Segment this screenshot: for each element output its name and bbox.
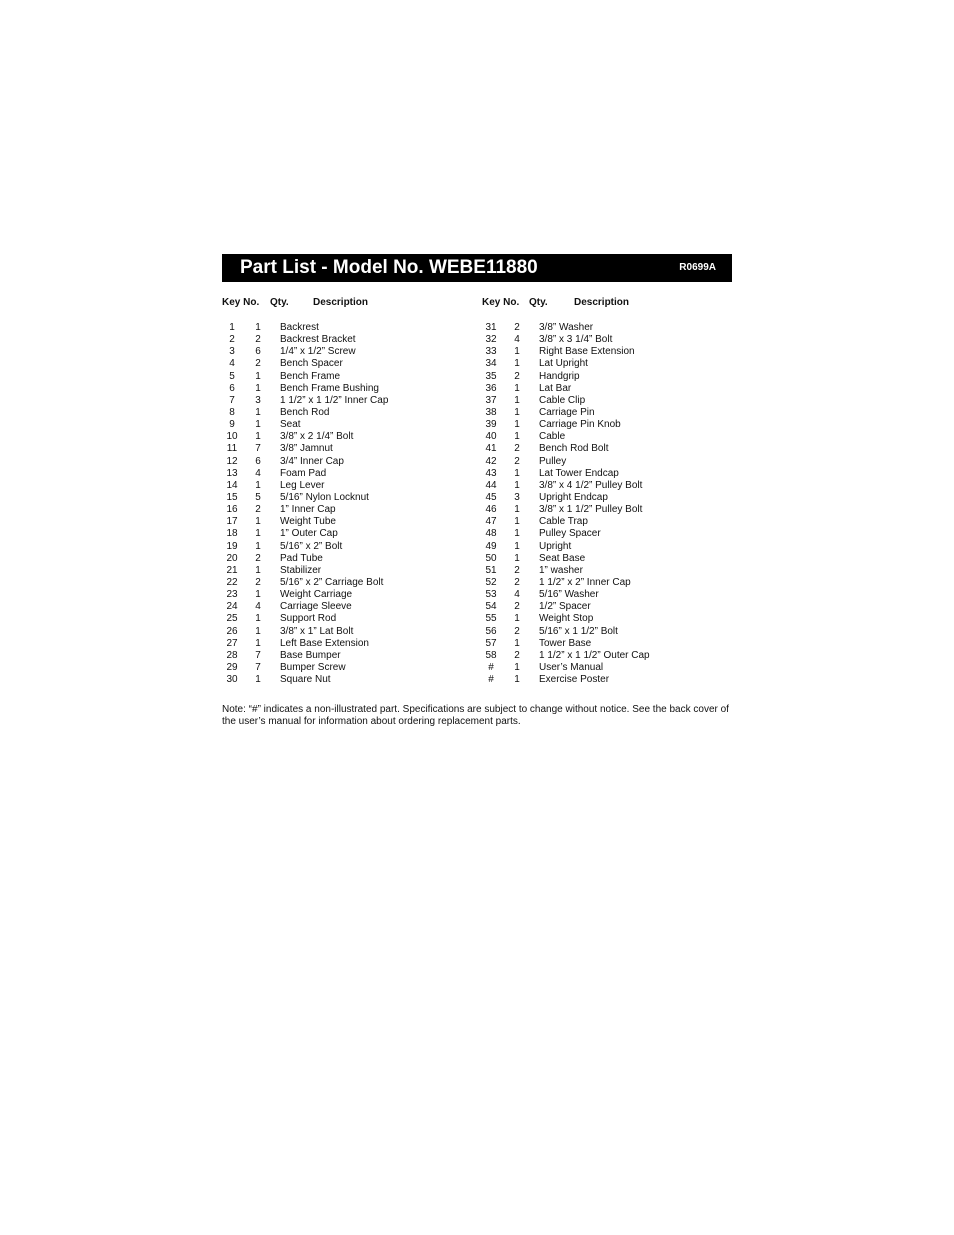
part-row (481, 395, 731, 407)
right-desc-header: Description (574, 297, 630, 308)
part-description: Bumper Screw (280, 661, 346, 673)
part-key: 6 (229, 382, 235, 394)
part-qty: 1 (514, 528, 520, 540)
part-description: Tower Base (539, 637, 592, 649)
part-row (222, 541, 462, 553)
part-qty: 4 (514, 589, 520, 601)
part-description: Pad Tube (280, 552, 323, 564)
part-qty: 2 (514, 649, 520, 661)
part-qty: 1 (514, 540, 520, 552)
part-qty: 1 (255, 516, 261, 528)
left-qty-header: Qty. (270, 297, 289, 308)
part-description: Exercise Poster (539, 674, 610, 686)
part-qty: 2 (255, 504, 261, 516)
part-qty: 4 (514, 334, 520, 346)
part-description: Pulley Spacer (539, 528, 601, 540)
part-qty: 1 (255, 431, 261, 443)
part-description: Lat Bar (539, 382, 572, 394)
part-key: # (488, 674, 494, 686)
part-qty: 7 (255, 661, 261, 673)
part-qty: 1 (255, 479, 261, 491)
part-qty: 1 (255, 322, 261, 333)
part-description: 1 1/2” x 1 1/2” Outer Cap (539, 649, 650, 661)
part-qty: 2 (514, 455, 520, 467)
left-desc-header: Description (313, 297, 369, 308)
part-qty: 1 (255, 406, 261, 418)
part-row (481, 456, 731, 468)
part-key: 53 (485, 589, 497, 601)
part-key: 20 (226, 552, 238, 564)
part-row (222, 650, 462, 662)
part-qty: 1 (514, 431, 520, 443)
part-description: Cable Trap (539, 516, 588, 528)
part-key: 15 (226, 491, 238, 503)
part-key: 26 (226, 625, 238, 637)
part-row (222, 553, 462, 565)
part-qty: 6 (255, 455, 261, 467)
part-row (481, 322, 731, 334)
part-key: 52 (485, 576, 497, 588)
part-row (222, 383, 462, 395)
part-qty: 4 (255, 467, 261, 479)
part-row (481, 553, 731, 565)
part-row (481, 662, 731, 674)
part-row (481, 613, 731, 625)
part-description: 3/8” Jamnut (280, 443, 333, 455)
part-qty: 1 (514, 516, 520, 528)
part-key: 5 (229, 370, 235, 382)
part-qty: 7 (255, 649, 261, 661)
part-key: 17 (226, 516, 238, 528)
parts-list-right (481, 322, 731, 686)
part-key: 56 (485, 625, 497, 637)
part-key: 2 (229, 334, 235, 346)
part-qty: 3 (255, 394, 261, 406)
part-description: Weight Carriage (280, 589, 353, 601)
part-row (481, 383, 731, 395)
part-row (481, 638, 731, 650)
footnote: Note: “#” indicates a non-illustrated part. Specifications are subject to change without notice. See the back cover of the user’s manual for information about ordering replacement parts. (222, 704, 729, 727)
part-description: Cable (539, 431, 566, 443)
part-qty: 1 (255, 382, 261, 394)
part-key: 28 (226, 649, 238, 661)
part-description: 1 1/2” x 1 1/2” Inner Cap (280, 394, 389, 406)
part-key: 14 (226, 479, 238, 491)
part-row (481, 528, 731, 540)
part-description: Bench Frame (280, 370, 341, 382)
part-description: Stabilizer (280, 564, 322, 576)
part-description: Carriage Sleeve (280, 601, 352, 613)
part-key: 48 (485, 528, 497, 540)
part-description: 1” Inner Cap (280, 504, 336, 516)
part-row (222, 346, 462, 358)
part-key: 38 (485, 406, 497, 418)
part-row (222, 662, 462, 674)
part-row (481, 419, 731, 431)
part-row (222, 626, 462, 638)
part-key: 45 (485, 491, 497, 503)
part-description: Base Bumper (280, 649, 341, 661)
part-row (481, 516, 731, 528)
part-row (222, 419, 462, 431)
part-description: Leg Lever (280, 479, 325, 491)
part-description: 1 1/2” x 2” Inner Cap (539, 576, 631, 588)
part-row (222, 565, 462, 577)
part-description: 5/16” Washer (539, 589, 599, 601)
part-key: 21 (226, 564, 238, 576)
part-key: 50 (485, 552, 497, 564)
part-qty: 1 (514, 504, 520, 516)
part-description: Upright (539, 540, 572, 552)
part-description: User’s Manual (539, 661, 604, 673)
part-row (222, 468, 462, 480)
part-description: Pulley (539, 455, 567, 467)
part-key: 37 (485, 394, 497, 406)
part-description: Weight Stop (539, 613, 594, 625)
part-key: 7 (229, 394, 235, 406)
part-key: 57 (485, 637, 497, 649)
part-description: Lat Tower Endcap (539, 467, 619, 479)
part-row (481, 626, 731, 638)
part-qty: 2 (514, 370, 520, 382)
part-description: Cable Clip (539, 394, 586, 406)
right-key-header: Key No. (482, 297, 520, 308)
part-key: 46 (485, 504, 497, 516)
part-key: 16 (226, 504, 238, 516)
part-key: 25 (226, 613, 238, 625)
part-description: Square Nut (280, 674, 331, 686)
part-key: 8 (229, 406, 235, 418)
part-key: 33 (485, 346, 497, 358)
part-qty: 1 (255, 613, 261, 625)
part-key: 30 (226, 674, 238, 686)
part-description: Handgrip (539, 370, 580, 382)
part-row (481, 443, 731, 455)
part-qty: 1 (255, 625, 261, 637)
part-row (222, 638, 462, 650)
part-qty: 4 (255, 601, 261, 613)
part-qty: 1 (255, 528, 261, 540)
part-row (481, 565, 731, 577)
part-description: 5/16” x 1 1/2” Bolt (539, 625, 618, 637)
part-row (481, 468, 731, 480)
part-key: 44 (485, 479, 497, 491)
part-description: Bench Spacer (280, 358, 343, 370)
part-key: 32 (485, 334, 497, 346)
part-qty: 6 (255, 346, 261, 358)
part-key: 49 (485, 540, 497, 552)
part-key: 13 (226, 467, 238, 479)
part-key: 1 (229, 322, 235, 333)
part-row (481, 334, 731, 346)
part-qty: 1 (255, 674, 261, 686)
part-row (222, 613, 462, 625)
part-key: 3 (229, 346, 235, 358)
part-qty: 1 (514, 382, 520, 394)
part-qty: 1 (255, 637, 261, 649)
part-description: 1” Outer Cap (280, 528, 338, 540)
part-key: 54 (485, 601, 497, 613)
part-qty: 2 (255, 552, 261, 564)
part-key: 9 (229, 419, 235, 431)
part-description: 3/8” Washer (539, 322, 594, 333)
part-key: 29 (226, 661, 238, 673)
part-qty: 1 (514, 479, 520, 491)
part-row (481, 601, 731, 613)
part-row (222, 504, 462, 516)
part-row (222, 443, 462, 455)
part-row (481, 492, 731, 504)
part-row (222, 516, 462, 528)
part-description: Backrest (280, 322, 319, 333)
part-qty: 1 (255, 370, 261, 382)
part-row (481, 650, 731, 662)
part-key: 27 (226, 637, 238, 649)
part-description: Bench Rod Bolt (539, 443, 609, 455)
part-row (481, 371, 731, 383)
part-row (222, 334, 462, 346)
part-description: Carriage Pin Knob (539, 419, 621, 431)
part-qty: 2 (514, 576, 520, 588)
part-description: 3/8” x 1” Lat Bolt (280, 625, 354, 637)
part-qty: 2 (514, 443, 520, 455)
part-description: Lat Upright (539, 358, 588, 370)
parts-list-left (222, 322, 462, 686)
part-key: 31 (485, 322, 497, 333)
part-key: 24 (226, 601, 238, 613)
part-qty: 1 (514, 358, 520, 370)
part-description: Bench Rod (280, 406, 330, 418)
part-description: Seat (280, 419, 301, 431)
part-qty: 1 (255, 540, 261, 552)
part-description: Upright Endcap (539, 491, 608, 503)
part-qty: 2 (255, 576, 261, 588)
part-qty: 1 (514, 552, 520, 564)
document-code: R0699A (679, 262, 716, 273)
part-description: 5/16” Nylon Locknut (280, 491, 369, 503)
part-row (481, 674, 731, 686)
part-qty: 2 (514, 564, 520, 576)
part-key: # (488, 661, 494, 673)
part-description: 3/8” x 4 1/2” Pulley Bolt (539, 479, 643, 491)
part-qty: 1 (255, 589, 261, 601)
part-row (222, 395, 462, 407)
part-row (222, 674, 462, 686)
part-description: Right Base Extension (539, 346, 635, 358)
part-qty: 7 (255, 443, 261, 455)
part-description: 3/8” x 2 1/4” Bolt (280, 431, 354, 443)
part-key: 34 (485, 358, 497, 370)
part-qty: 1 (514, 661, 520, 673)
part-key: 4 (229, 358, 235, 370)
part-row (222, 322, 462, 334)
part-key: 42 (485, 455, 497, 467)
part-qty: 1 (514, 346, 520, 358)
part-row (222, 577, 462, 589)
part-qty: 1 (514, 419, 520, 431)
part-qty: 1 (514, 467, 520, 479)
part-qty: 2 (514, 322, 520, 333)
part-qty: 1 (514, 637, 520, 649)
part-row (222, 601, 462, 613)
part-description: Support Rod (280, 613, 337, 625)
part-row (481, 431, 731, 443)
part-qty: 5 (255, 491, 261, 503)
part-description: Foam Pad (280, 467, 327, 479)
part-description: 1/4” x 1/2” Screw (280, 346, 356, 358)
part-description: 3/8” x 1 1/2” Pulley Bolt (539, 504, 643, 516)
right-qty-header: Qty. (529, 297, 548, 308)
part-qty: 3 (514, 491, 520, 503)
part-key: 47 (485, 516, 497, 528)
part-description: 3/4” Inner Cap (280, 455, 344, 467)
part-description: 1/2” Spacer (539, 601, 591, 613)
part-row (222, 456, 462, 468)
part-key: 23 (226, 589, 238, 601)
part-row (222, 371, 462, 383)
part-row (481, 407, 731, 419)
part-description: Bench Frame Bushing (280, 382, 379, 394)
part-description: Left Base Extension (280, 637, 369, 649)
part-qty: 2 (255, 334, 261, 346)
part-row (222, 407, 462, 419)
part-key: 10 (226, 431, 238, 443)
part-row (222, 358, 462, 370)
part-qty: 1 (514, 406, 520, 418)
part-key: 58 (485, 649, 497, 661)
part-key: 35 (485, 370, 497, 382)
part-key: 55 (485, 613, 497, 625)
part-row (481, 480, 731, 492)
part-row (222, 431, 462, 443)
part-key: 41 (485, 443, 497, 455)
part-description: Seat Base (539, 552, 586, 564)
part-row (481, 589, 731, 601)
part-row (222, 480, 462, 492)
part-row (481, 504, 731, 516)
page-title: Part List - Model No. WEBE11880 (240, 257, 538, 278)
part-description: 5/16” x 2” Bolt (280, 540, 343, 552)
part-key: 39 (485, 419, 497, 431)
part-qty: 1 (514, 613, 520, 625)
part-description: Backrest Bracket (280, 334, 356, 346)
part-key: 51 (485, 564, 497, 576)
part-row (222, 589, 462, 601)
part-key: 12 (226, 455, 238, 467)
part-row (481, 358, 731, 370)
title-bar (222, 254, 732, 282)
part-description: Carriage Pin (539, 406, 595, 418)
part-description: 1” washer (539, 564, 583, 576)
part-row (481, 541, 731, 553)
part-qty: 1 (255, 419, 261, 431)
part-qty: 1 (514, 674, 520, 686)
part-description: 5/16” x 2” Carriage Bolt (280, 576, 384, 588)
part-qty: 1 (255, 564, 261, 576)
part-key: 19 (226, 540, 238, 552)
part-qty: 2 (255, 358, 261, 370)
part-qty: 2 (514, 625, 520, 637)
part-key: 43 (485, 467, 497, 479)
part-key: 18 (226, 528, 238, 540)
part-description: Weight Tube (280, 516, 336, 528)
part-key: 11 (226, 443, 238, 455)
part-row (222, 492, 462, 504)
part-key: 36 (485, 382, 497, 394)
part-key: 40 (485, 431, 497, 443)
part-key: 22 (226, 576, 238, 588)
part-qty: 2 (514, 601, 520, 613)
left-key-header: Key No. (222, 297, 260, 308)
part-description: 3/8” x 3 1/4” Bolt (539, 334, 613, 346)
part-row (481, 577, 731, 589)
part-qty: 1 (514, 394, 520, 406)
part-row (222, 528, 462, 540)
part-row (481, 346, 731, 358)
